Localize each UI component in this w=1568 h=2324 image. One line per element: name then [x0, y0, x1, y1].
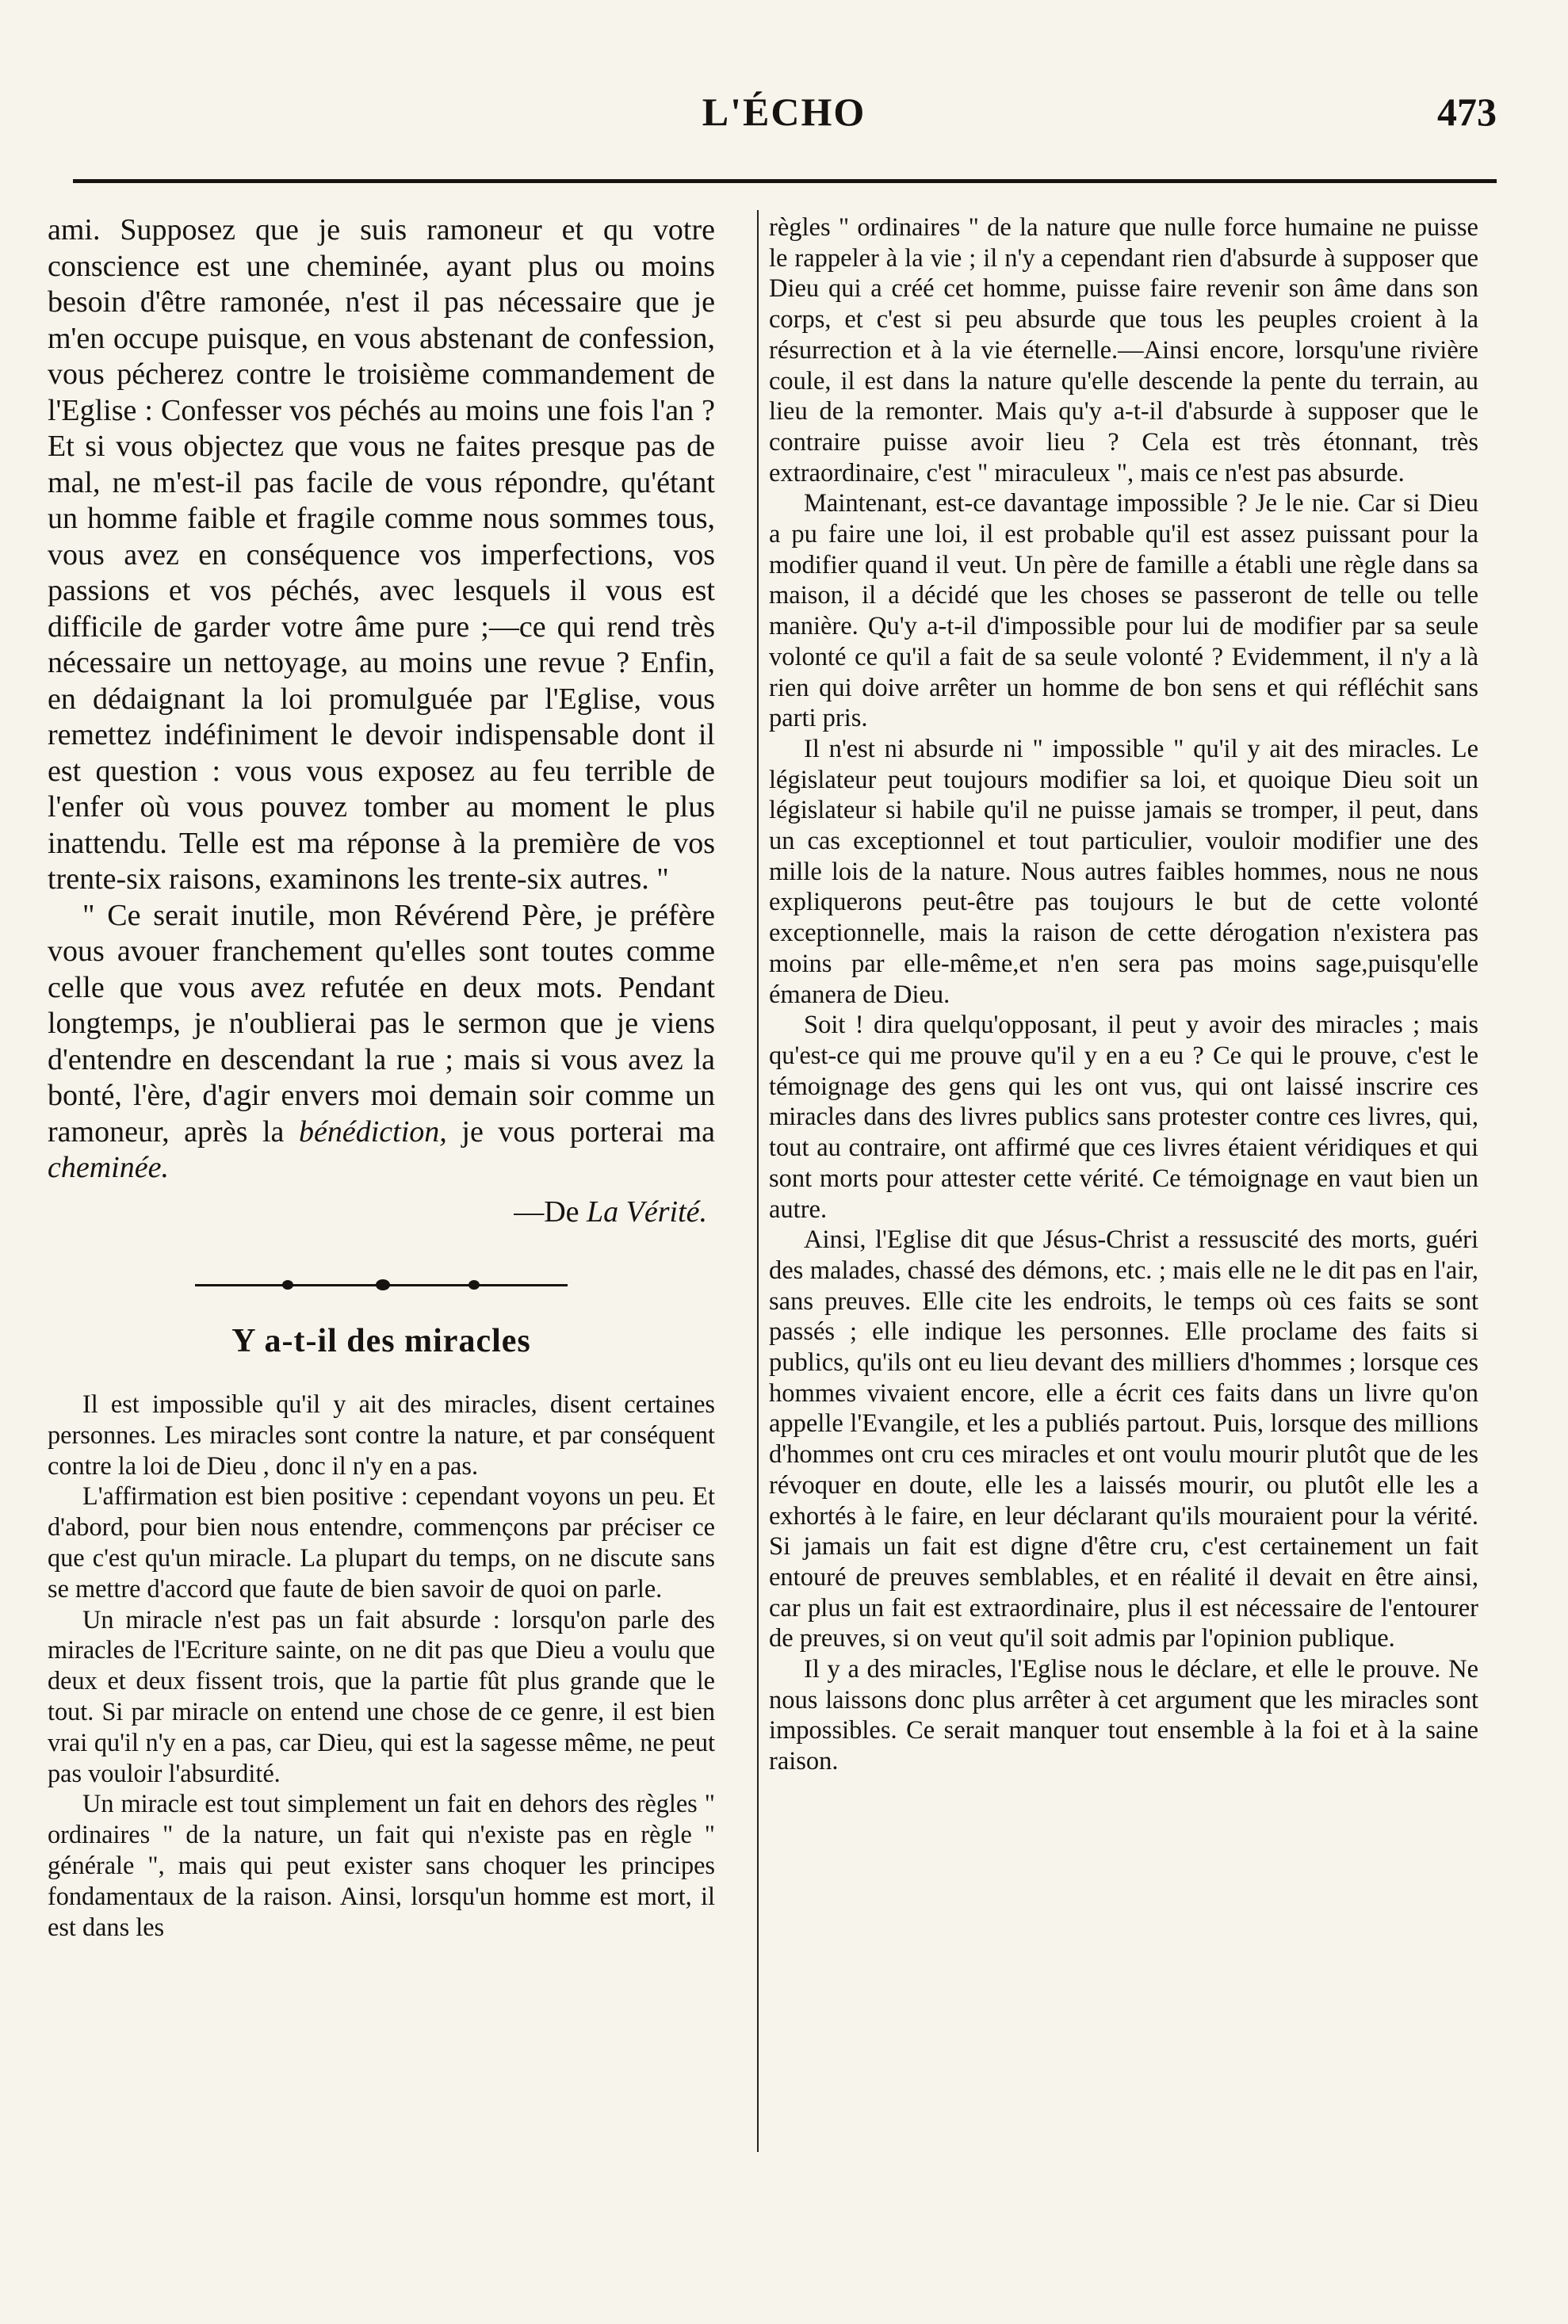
article-paragraph: Maintenant, est-ce davantage impossible ? Je le nie. Car si Dieu a pu faire une loi, il est probable qu'il est assez puissant pour la modifier quand il veut. Un père de famille a établi une règle dans sa maison, il a décidé que les choses se passeront de telle ou telle manière. Qu'y a-t-il d'impossible pour lui de modifier par sa seule volonté ce qu'il a fait de sa seule volonté ? Evidemment, il n'y a là rien qui doive arrêter un homme de bon sens et qui réfléchit sans parti pris.	[769, 489, 1478, 733]
article-paragraph: Il y a des miracles, l'Eglise nous le déclare, et elle le prouve. Ne nous laissons donc plus arrêter à cet argument que les miracles sont impossibles. Ce serait manquer tout ensemble à la foi et à la saine raison.	[769, 1655, 1478, 1776]
reply-text-middle: je vous porterai ma	[446, 1114, 715, 1149]
reply-text-start: " Ce serait inutile, mon Révérend Père, je préfère vous avouer franchement qu'elles sont toutes comme celle que vous avez refutée en deux mots. Pendant longtemps, je n'oublierai pas le sermon que je viens d'entendre en descendant la rue ; mais si vous avez la bonté, l'ère, d'agir envers moi demain soir comme un ramoneur, après la	[48, 898, 715, 1149]
article-paragraph: Il est impossible qu'il y ait des miracles, disent certaines personnes. Les miracles sont contre la nature, et par conséquent contre la loi de Dieu , donc il n'y en a pas.	[48, 1389, 715, 1480]
article-paragraph: Soit ! dira quelqu'opposant, il peut y avoir des miracles ; mais qu'est-ce qui me prouve qu'il y en a eu ? Ce qui le prouve, c'est le témoignage des gens qui les ont vus, qui ont laissé inscrire ces miracles dans des livres publics sans protester contre ces livres, qui, tout au contraire, ont affirmé que ces livres étaient véridiques et qui sont morts pour attester cette vérité. Ce témoignage en vaut bien un autre.	[769, 1011, 1478, 1224]
attribution-prefix: —De	[514, 1194, 587, 1229]
article-paragraph: Ainsi, l'Eglise dit que Jésus-Christ a ressuscité des morts, guéri des malades, chassé des démons, etc. ; mais elle ne le dit pas en l'air, sans preuves. Elle cite les endroits, le temps où ces faits se sont passés ; elle indique les personnes. Elle proclame des faits si publics, qu'ils ont eu lieu devant des milliers d'hommes ; lorsque ces hommes vivaient encore, elle a écrit ces faits dans un livre qu'on appelle l'Evangile, et les a publiés partout. Puis, lorsque des millions d'hommes ont cru ces miracles et ont voulu mourir plutôt que de les révoquer en doute, elle les a laissés mourir, ou plutôt elle les a exhortés à le faire, en leur déclarant qu'ils mouraient pour la vérité. Si jamais un fait est digne d'être cru, c'est certainement un fait entouré de preuves semblables, et en réalité il devait en être ainsi, car plus un fait est extraordinaire, plus il est nécessaire de l'entourer de preuves, si on veut qu'il soit admis par l'opinion publique.	[769, 1225, 1478, 1653]
section-ornament-divider	[195, 1279, 568, 1290]
page-header-title: L'ÉCHO	[702, 90, 866, 134]
paragraph-reply	[48, 898, 715, 1187]
page-number: 473	[1437, 90, 1497, 134]
article-paragraph: Un miracle n'est pas un fait absurde : lorsqu'on parle des miracles de l'Ecriture sainte, on ne dit pas que Dieu a voulu que deux et deux fissent trois, que la partie fût plus grande que le tout. Si par miracle on entend une chose de ce genre, il est bien vrai qu'il n'y en a pas, car Dieu, qui est la sagesse même, ne peut pas vouloir l'absurdité.	[48, 1604, 715, 1787]
article-paragraph: Un miracle est tout simplement un fait en dehors des règles " ordinaires " de la nature, un fait qui n'existe pas en règle " générale ", mais qui peut exister sans choquer les principes fondamentaux de la raison. Ainsi, lorsqu'un homme est mort, il est dans les	[48, 1789, 715, 1941]
column-divider	[757, 210, 759, 2152]
section-title: Y a-t-il des miracles	[231, 1323, 531, 1359]
article-paragraph: Il n'est ni absurde ni " impossible " qu'il y ait des miracles. Le législateur peut toujours modifier sa loi, et quoique Dieu soit un législateur si habile qu'il ne puisse jamais se tromper, il peut, dans un cas exceptionnel et tout particulier, vouloir modifier une des mille lois de la nature. Nous autres faibles hommes, nous ne nous expliquerons peut-être pas toujours le but de cette volonté exceptionnelle, mais la raison de cette dérogation n'existera pas moins par elle-même,et n'en sera pas moins sage,puisqu'elle émanera de Dieu.	[769, 734, 1478, 1009]
reply-emphasis-cheminee: cheminée.	[48, 1151, 169, 1184]
paragraph-continued: ami. Supposez que je suis ramoneur et qu votre conscience est une cheminée, ayant plus ou moins besoin d'être ramonée, n'est il pas nécessaire que je m'en occupe puisque, en vous abstenant de confession, vous pécherez contre le troisième commandement de l'Eglise : Confesser vos péchés au moins une fois l'an ? Et si vous objectez que vous ne faites presque pas de mal, ne m'est-il pas facile de vous répondre, qu'étant un homme faible et fragile comme nous sommes tous, vous avez en conséquence vos imperfections, vos passions et vos péchés, avec lesquels il vous est difficile de garder votre âme pure ;—ce qui rend très nécessaire un nettoyage, au moins une revue ? Enfin, en dédaignant la loi promulguée par l'Eglise, vous remettez indéfiniment le devoir indispensable dont il est question : vous vous exposez au feu terrible de l'enfer où vous pouvez tomber au moment le plus inattendu. Telle est ma réponse à la première de vos trente-six raisons, examinons les trente-six autres. "	[48, 213, 715, 896]
source-attribution	[48, 1194, 707, 1231]
article-paragraph: L'affirmation est bien positive : cependant voyons un peu. Et d'abord, pour bien nous entendre, commençons par préciser ce que c'est qu'un miracle. La plupart du temps, on ne discute sans se mettre d'accord que faute de bien savoir de quoi on parle.	[48, 1481, 715, 1603]
article-paragraph: règles " ordinaires " de la nature que nulle force humaine ne puisse le rappeler à la vie ; il n'y a cependant rien d'absurde à supposer que Dieu qui a créé cet homme, puisse faire revenir son âme dans son corps, et c'est si peu absurde que tous les peuples croient à la résurrection et à la vie éternelle.—Ainsi encore, lorsqu'une rivière coule, il est dans la nature qu'elle descende la pente du terrain, au lieu de la remonter. Mais qu'y a-t-il d'absurde à supposer que le contraire puisse avoir lieu ? Cela est très étonnant, très extraordinaire, c'est " miraculeux ", mais ce n'est pas absurde.	[769, 213, 1478, 487]
right-column	[769, 212, 1478, 2162]
header-rule	[73, 179, 1497, 183]
attribution-source: La Vérité.	[587, 1194, 707, 1229]
left-column	[48, 212, 715, 2162]
reply-emphasis-benediction: bénédiction,	[299, 1114, 447, 1149]
